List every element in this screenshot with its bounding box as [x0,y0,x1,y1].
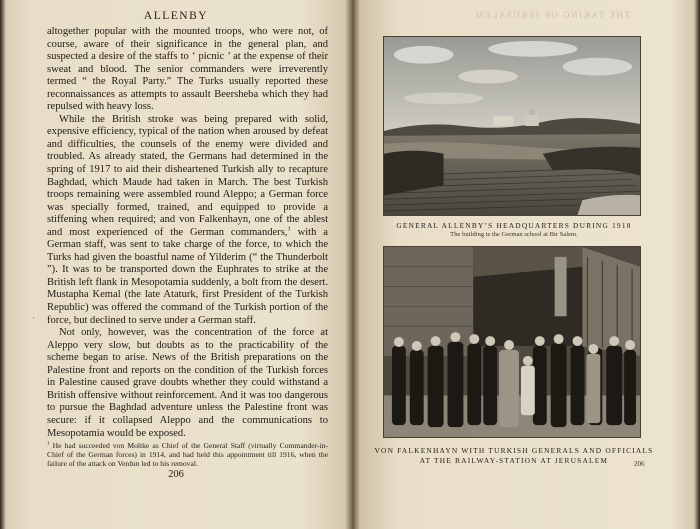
paragraph-2-continued: with a German staff, was sent to take charge of the force, to which the Turks had given the boastful name of Yilderim (“ the Thunderbolt ”). It was to be transported down the Euphrates to strike at the British left flank in Mesopotamia suddenly, a bolt from the desert. Mustapha Kemal (the late Ataturk, first President of the Turkish Republic) was offered the command of the Turkish portion of the force, but declined to serve under a German staff. [47,226,328,326]
paragraph-2 [47,114,328,327]
photo-headquarters [383,36,641,216]
margin-mark: · [32,313,35,323]
show-through-heading: THE TAKING OF JERUSALEM [474,10,630,20]
page-number-right: 206 [634,460,645,468]
paragraph-2-text: While the British stroke was being prepared with solid, expensive efficiency, typical of the nation when aroused by defeat and difficulties, the counsels of the enemy were divided and troubled. As already stated, the Germans had determined in the spring of 1917 to aid their disheartened Turkish ally to recapture Baghdad, which Maude had taken in March. The best Turkish troops remaining were assembled round Aleppo; a German force was specially formed, trained, and equipped to provide a stiffening when required; and von Falkenhayn, one of the ablest and most experienced of the German commanders, [47,113,328,238]
footnote-marker: 1 [47,441,50,447]
group-photo-icon [384,247,640,437]
paragraph-1: altogether popular with the mounted troops, who were not, of course, aware of their significance in the general plan, and suspected a desire of the staffs to ‘ picnic ’ at the expense of their sweat and blood. The senior commanders were irreverently termed “ the Royal Party.” The Turks usually reported these reconnaissances as attempts to assault Beersheba which they had repulsed with heavy loss. [47,26,328,113]
photo-railway-station [383,246,641,438]
right-page [354,0,700,529]
photo-bottom-caption-line-2: AT THE RAILWAY-STATION AT JERUSALEM [419,456,609,465]
paragraph-3: Not only, however, was the concentration of the force at Aleppo very slow, but doubts as to the practicability of the scheme began to arise. News of the British preparations on the Palestine front and reports on the condition of the Turkish forces in Palestine caused grave doubts whether they could withstand a British offensive without reinforcement. And it was too dangerous to pursue the Baghdad adventure unless the Palestine front was secure: if it collapsed Aleppo and the communications to Mesopotamia would be exposed. [47,327,328,439]
landscape-photo-icon [384,37,640,215]
photo-bottom-caption-line-1: VON FALKENHAYN WITH TURKISH GENERALS AND OFFICIALS [374,446,654,455]
page-number-left: 206 [168,469,184,480]
body-text [47,26,328,440]
footnote-text: He had succeeded von Moltke as Chief of the General Staff (virtually Commander-in-Chief of the German forces) in 1914, and had held this appointment till 1916, when the failure of the attack on Verdun led to his removal. [47,441,328,469]
photo-top-caption: GENERAL ALLENBY’S HEADQUARTERS DURING 1918 [396,221,632,230]
photo-top-subcaption: The building is the German school at Bir Salem. [450,231,578,238]
running-head: ALLENBY [143,10,209,22]
footnote [47,441,328,468]
footnote-ref[interactable]: 1 [287,225,291,233]
